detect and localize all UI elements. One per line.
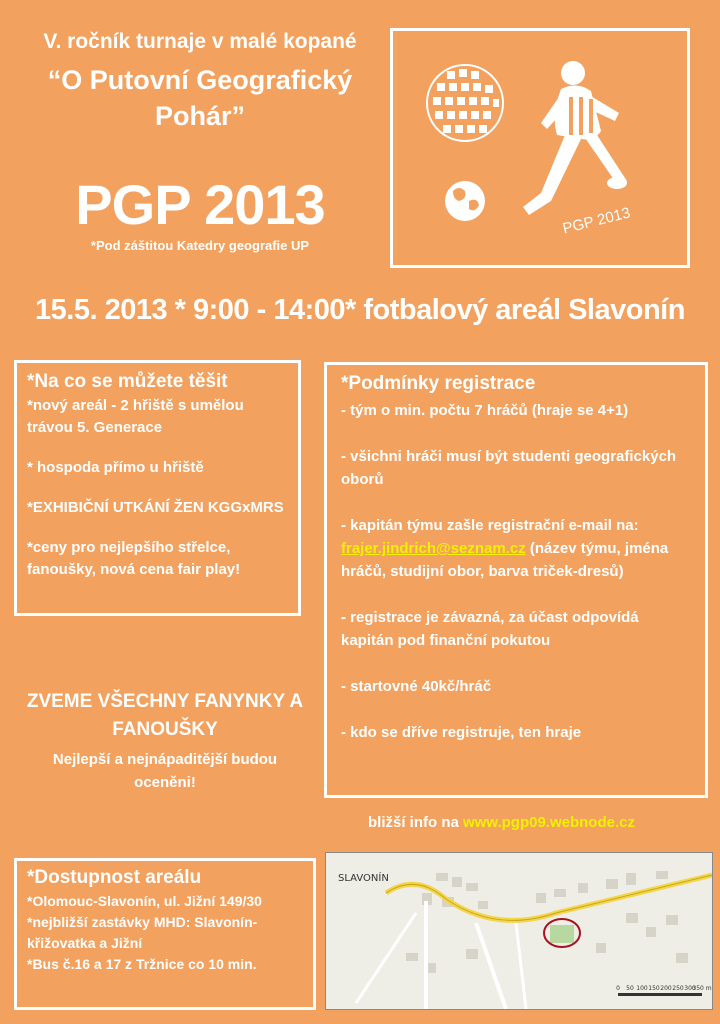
- registration-item: - tým o min. počtu 7 hráčů (hraje se 4+1): [341, 402, 629, 419]
- registration-item: - všichni hráči musí být studenti geografických oborů: [341, 448, 677, 488]
- registration-item: - kdo se dříve registruje, ten hraje: [341, 724, 582, 741]
- registration-title: *Podmínky registrace: [341, 373, 536, 394]
- earth-ball-icon: [445, 181, 485, 221]
- registration-email-suffix: (název týmu, jména hráčů, studijní obor, barva triček-dresů): [341, 540, 669, 580]
- invitation: [20, 688, 310, 794]
- more-info-label: bližší info na: [368, 814, 464, 831]
- event-edition-line: V. ročník turnaje v malé kopané: [43, 30, 357, 53]
- highlight-item: *EXHIBIČNÍ UTKÁNÍ ŽEN KGGxMRS: [27, 499, 284, 516]
- map-place-label: SLAVONÍN: [338, 873, 389, 884]
- invitation-headline: ZVEME VŠECHNY FANYNKY A FANOUŠKY: [26, 691, 304, 740]
- highlight-item: * hospoda přímo u hřiště: [27, 459, 204, 476]
- registration-item: - registrace je závazná, za účast odpovídá kapitán pod finanční pokutou: [341, 609, 639, 649]
- highlights-box: [14, 360, 301, 616]
- access-item: *nejbližší zastávky MHD: Slavonín-křižovatka a Jižní: [27, 914, 258, 951]
- invitation-subline: Nejlepší a nejnápaditější budou oceněni!: [52, 751, 278, 791]
- registration-item: - startovné 40kč/hráč: [341, 678, 492, 695]
- highlight-item: *ceny pro nejlepšího střelce, fanoušky, nová cena fair play!: [27, 539, 241, 578]
- access-item: *Bus č.16 a 17 z Tržnice co 10 min.: [27, 956, 257, 972]
- registration-item: [341, 514, 691, 583]
- cup-name-line1: “O Putovní Geografický: [47, 65, 353, 95]
- map-scale-label: 0: [616, 985, 620, 992]
- access-item: *Olomouc-Slavonín, ul. Jižní 149/30: [27, 893, 262, 909]
- access-box: [14, 858, 316, 1010]
- more-info: [368, 814, 635, 831]
- map-scale-label: 50: [626, 985, 634, 992]
- player-silhouette: [523, 61, 627, 215]
- map-scale-bar: [618, 993, 702, 996]
- map-scale-label: 350 m: [692, 985, 712, 992]
- map-scale-label: 100: [636, 985, 648, 992]
- logo-caption: PGP 2013: [561, 204, 633, 238]
- access-title: *Dostupnost areálu: [27, 867, 202, 888]
- website-link[interactable]: www.pgp09.webnode.cz: [463, 814, 635, 831]
- highlights-title: *Na co se můžete těšit: [27, 371, 228, 392]
- cup-name: [20, 62, 380, 134]
- registration-email-link[interactable]: frajer.jindrich@seznam.cz: [341, 540, 526, 557]
- cup-name-line2: Pohár”: [154, 101, 246, 131]
- patronage-note: *Pod záštitou Katedry geografie UP: [90, 238, 310, 253]
- globe-icon: [427, 65, 503, 141]
- event-title: PGP 2013: [75, 173, 325, 236]
- football-player-logo: [393, 31, 687, 265]
- map-scale-label: 300: [684, 985, 696, 992]
- location-map[interactable]: [325, 852, 713, 1010]
- registration-box: [324, 362, 708, 798]
- map-scale-label: 250: [672, 985, 684, 992]
- map-scale-label: 200: [660, 985, 672, 992]
- logo-box: [390, 28, 690, 268]
- highlight-item: *nový areál - 2 hřiště s umělou trávou 5. Generace: [27, 397, 244, 436]
- map-scale-label: 150: [648, 985, 660, 992]
- event-date-venue: 15.5. 2013 * 9:00 - 14:00* fotbalový areál Slavonín: [35, 294, 685, 326]
- registration-email-prefix: - kapitán týmu zašle registrační e-mail na:: [341, 517, 639, 534]
